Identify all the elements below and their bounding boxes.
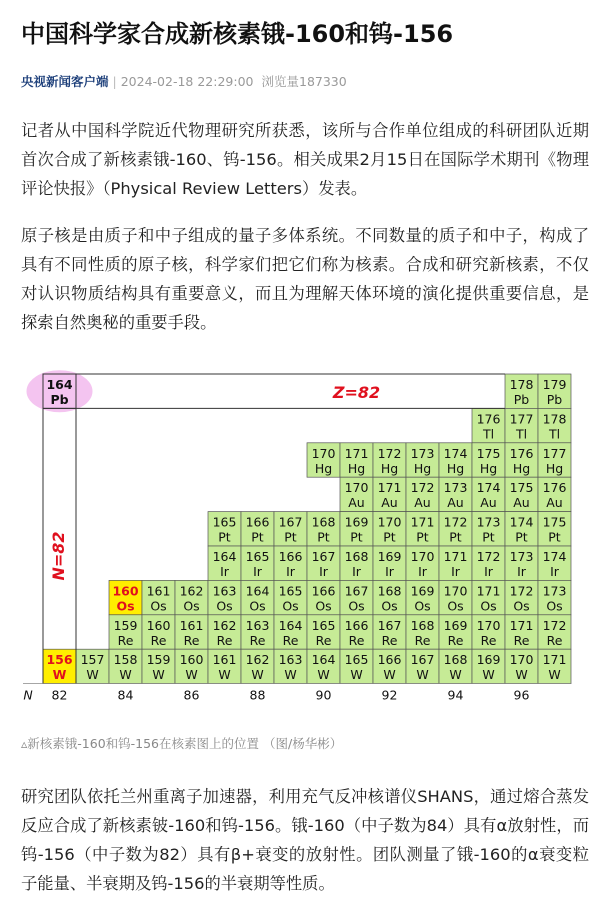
x-tick-label: 84 xyxy=(117,687,134,703)
nuclide-symbol-label: Os xyxy=(414,598,431,614)
nuclide-symbol-label: Re xyxy=(282,632,299,648)
nuclide-symbol-label: Os xyxy=(480,598,497,614)
nuclide-mass-label: 168 xyxy=(344,549,369,564)
nuclide-mass-label: 168 xyxy=(443,652,468,668)
nuclide-mass-label: 167 xyxy=(278,514,303,530)
nuclide-mass-label: 172 xyxy=(377,445,402,461)
nuclide-mass-label: 168 xyxy=(311,514,336,530)
nuclide-symbol-label: Hg xyxy=(545,460,564,476)
nuclide-mass-label: 161 xyxy=(212,652,237,668)
nuclide-symbol-label: Au xyxy=(513,495,530,511)
nuclide-mass-label: 171 xyxy=(542,652,567,668)
nuclide-mass-label: 161 xyxy=(146,583,171,599)
nuclide-symbol-label: Au xyxy=(414,495,431,511)
nuclide-symbol-label: Hg xyxy=(446,460,465,476)
nuclide-symbol-label: Au xyxy=(480,495,497,511)
nuclide-symbol-label: Pt xyxy=(350,529,363,545)
nuclide-symbol-label: Re xyxy=(249,632,266,648)
paragraph-2: 原子核是由质子和中子组成的量子多体系统。不同数量的质子和中子，构成了具有不同性质的原子核，科学家们把它们称为核素。合成和研究新核素，不仅对认识物质结构具有重要意义，而且为理解天体环境的演化提供重要信息，是探索自然奥秘的重要手段。 xyxy=(21,226,589,332)
nuclide-mass-label: 165 xyxy=(245,549,270,564)
nuclide-mass-label: 172 xyxy=(542,617,567,633)
nuclide-mass-label: 166 xyxy=(278,549,303,564)
article-title: 中国科学家合成新核素锇-160和钨-156 xyxy=(21,20,454,48)
nuclide-symbol-label: Ir xyxy=(220,564,229,579)
nuclide-mass-label: 164 xyxy=(311,652,336,668)
x-tick-label: 92 xyxy=(381,687,398,703)
nuclide-symbol-label: Os xyxy=(150,598,167,614)
nuclide-mass-label: 173 xyxy=(410,445,435,461)
nuclide-mass-label: 167 xyxy=(377,617,402,633)
nuclide-mass-label: 157 xyxy=(80,652,105,668)
nuclide-mass-label: 171 xyxy=(476,583,501,599)
nuclide-symbol-label: W xyxy=(548,667,561,683)
nuclide-mass-label: 169 xyxy=(410,583,435,599)
corner-symbol-label: Pb xyxy=(50,392,69,407)
nuclide-mass-label: 170 xyxy=(443,583,468,599)
nuclide-symbol-label: W xyxy=(152,667,165,683)
nuclide-symbol-label: Re xyxy=(546,632,563,648)
nuclide-mass-label: 174 xyxy=(476,480,501,496)
nuclide-mass-label: 178 xyxy=(542,411,567,427)
nuclide-mass-label: 167 xyxy=(344,583,369,599)
nuclide-symbol-label: Ir xyxy=(517,564,526,579)
nuclide-mass-label: 162 xyxy=(245,652,270,668)
nuclide-symbol-label: Re xyxy=(414,632,431,648)
nuclide-symbol-label: Os xyxy=(381,598,398,614)
nuclide-symbol-label: Ir xyxy=(352,564,361,579)
nuclide-symbol-label: Re xyxy=(381,632,398,648)
nuclide-symbol-label: Re xyxy=(117,632,134,648)
nuclide-symbol-label: Pt xyxy=(548,529,561,545)
nuclide-mass-label: 178 xyxy=(509,377,534,392)
nuclide-mass-label: 165 xyxy=(278,583,303,599)
nuclide-symbol-label: Re xyxy=(315,632,332,648)
nuclide-mass-label: 173 xyxy=(476,514,501,530)
nuclide-symbol-label: Pt xyxy=(449,529,462,545)
nuclide-symbol-label: Ir xyxy=(385,564,394,579)
nuclide-symbol-label: Hg xyxy=(347,460,366,476)
nuclide-mass-label: 176 xyxy=(476,411,501,427)
nuclide-mass-label: 165 xyxy=(311,617,336,633)
nuclide-mass-label: 160 xyxy=(112,583,139,599)
nuclide-mass-label: 176 xyxy=(509,445,534,461)
nuclide-mass-label: 158 xyxy=(113,652,138,668)
nuclide-mass-label: 171 xyxy=(377,480,402,496)
nuclide-chart-figure xyxy=(21,369,588,719)
nuclide-symbol-label: W xyxy=(218,667,231,683)
nuclide-mass-label: 174 xyxy=(542,549,567,564)
nuclide-symbol-label: Pt xyxy=(416,529,429,545)
x-tick-label: 94 xyxy=(447,687,464,703)
figure-caption: ▵新核素锇-160和钨-156在核素图上的位置 （图/杨华彬） xyxy=(21,736,343,751)
nuclide-mass-label: 175 xyxy=(509,480,534,496)
nuclide-mass-label: 170 xyxy=(377,514,402,530)
x-tick-label: 90 xyxy=(315,687,332,703)
nuclide-mass-label: 159 xyxy=(146,652,171,668)
n82-label: N=82 xyxy=(49,531,68,581)
nuclide-symbol-label: Hg xyxy=(479,460,498,476)
nuclide-mass-label: 168 xyxy=(410,617,435,633)
nuclide-mass-label: 169 xyxy=(377,549,402,564)
nuclide-symbol-label: Re xyxy=(183,632,200,648)
nuclide-mass-label: 167 xyxy=(410,652,435,668)
nuclide-mass-label: 173 xyxy=(542,583,567,599)
nuclide-mass-label: 175 xyxy=(476,445,501,461)
paragraph-3: 研究团队依托兰州重离子加速器，利用充气反冲核谱仪SHANS，通过熔合蒸发反应合成了新核素铍-160和钨-156。锇-160（中子数为84）具有α放射性，而钨-156（中子数为82）具有β+衰变的放射性。团队测量了锇-160的α衰变粒子能量、半衰期及钨-156的半衰期等性质。 xyxy=(21,787,589,893)
nuclide-mass-label: 170 xyxy=(509,652,534,668)
nuclide-symbol-label: Tl xyxy=(482,426,495,442)
nuclide-symbol-label: W xyxy=(317,667,330,683)
nuclide-symbol-label: Ir xyxy=(550,564,559,579)
nuclide-mass-label: 171 xyxy=(443,549,468,564)
nuclide-mass-label: 166 xyxy=(311,583,336,599)
nuclide-symbol-label: Hg xyxy=(314,460,333,476)
nuclide-symbol-label: Re xyxy=(150,632,167,648)
nuclide-symbol-label: Pb xyxy=(546,392,563,407)
nuclide-symbol-label: Tl xyxy=(515,426,528,442)
nuclide-mass-label: 170 xyxy=(410,549,435,564)
nuclide-mass-label: 171 xyxy=(410,514,435,530)
x-tick-label: 86 xyxy=(183,687,200,703)
nuclide-mass-label: 169 xyxy=(344,514,369,530)
nuclide-symbol-label: Pt xyxy=(482,529,495,545)
nuclide-mass-label: 174 xyxy=(509,514,534,530)
nuclide-mass-label: 176 xyxy=(542,480,567,496)
nuclide-symbol-label: Re xyxy=(447,632,464,648)
nuclide-symbol-label: Ir xyxy=(253,564,262,579)
nuclide-mass-label: 160 xyxy=(146,617,171,633)
nuclide-mass-label: 160 xyxy=(179,652,204,668)
nuclide-symbol-label: W xyxy=(185,667,198,683)
nuclide-symbol-label: W xyxy=(416,667,429,683)
nuclide-symbol-label: Ir xyxy=(451,564,460,579)
nuclide-mass-label: 170 xyxy=(311,445,336,461)
corner-mass-label: 164 xyxy=(46,377,73,392)
nuclide-mass-label: 179 xyxy=(542,377,567,392)
nuclide-symbol-label: Tl xyxy=(548,426,561,442)
nuclide-mass-label: 167 xyxy=(311,549,336,564)
nuclide-mass-label: 168 xyxy=(377,583,402,599)
nuclide-mass-label: 163 xyxy=(212,583,237,599)
nuclide-mass-label: 164 xyxy=(212,549,237,564)
nuclide-symbol-label: Ir xyxy=(418,564,427,579)
nuclide-mass-label: 173 xyxy=(509,549,534,564)
nuclide-symbol-label: Os xyxy=(315,598,332,614)
nuclide-chart xyxy=(21,369,588,719)
nuclide-symbol-label: Os xyxy=(447,598,464,614)
nuclide-symbol-label: W xyxy=(482,667,495,683)
nuclide-mass-label: 166 xyxy=(377,652,402,668)
nuclide-mass-label: 172 xyxy=(509,583,534,599)
nuclide-mass-label: 169 xyxy=(476,652,501,668)
nuclide-mass-label: 175 xyxy=(542,514,567,530)
nuclide-symbol-label: Ir xyxy=(484,564,493,579)
nuclide-symbol-label: Pt xyxy=(218,529,231,545)
nuclide-mass-label: 166 xyxy=(245,514,270,530)
nuclide-symbol-label: Pb xyxy=(513,392,530,407)
nuclide-mass-label: 174 xyxy=(443,445,468,461)
nuclide-mass-label: 165 xyxy=(212,514,237,530)
nuclide-mass-label: 177 xyxy=(509,411,534,427)
meta-separator: | xyxy=(112,74,117,89)
nuclide-symbol-label: Os xyxy=(348,598,365,614)
nuclide-symbol-label: Os xyxy=(183,598,200,614)
nuclide-symbol-label: Hg xyxy=(413,460,432,476)
paragraph-1: 记者从中国科学院近代物理研究所获悉，该所与合作单位组成的科研团队近期首次合成了新核素锇-160、钨-156。相关成果2月15日在国际学术期刊《物理评论快报》（Physical Review Letters）发表。 xyxy=(21,121,589,198)
nuclide-symbol-label: W xyxy=(515,667,528,683)
nuclide-symbol-label: W xyxy=(251,667,264,683)
nuclide-mass-label: 161 xyxy=(179,617,204,633)
view-count: 浏览量187330 xyxy=(261,74,347,89)
nuclide-symbol-label: Au xyxy=(381,495,398,511)
nuclide-symbol-label: Os xyxy=(216,598,233,614)
x-tick-label: 96 xyxy=(513,687,530,703)
nuclide-symbol-label: Ir xyxy=(286,564,295,579)
source-link[interactable]: 央视新闻客户端 xyxy=(21,74,109,89)
nuclide-symbol-label: W xyxy=(119,667,132,683)
nuclide-mass-label: 170 xyxy=(476,617,501,633)
nuclide-symbol-label: Pt xyxy=(515,529,528,545)
nuclide-symbol-label: Os xyxy=(513,598,530,614)
publish-date: 2024-02-18 22:29:00 xyxy=(120,74,254,89)
nuclide-symbol-label: Os xyxy=(546,598,563,614)
nuclide-mass-label: 159 xyxy=(113,617,138,633)
x-tick-label: 82 xyxy=(51,687,68,703)
x-axis-label: N xyxy=(23,687,33,703)
nuclide-symbol-label: Re xyxy=(348,632,365,648)
nuclide-mass-label: 162 xyxy=(179,583,204,599)
article-meta xyxy=(21,72,347,90)
nuclide-symbol-label: Pt xyxy=(284,529,297,545)
nuclide-symbol-label: W xyxy=(350,667,363,683)
nuclide-mass-label: 172 xyxy=(410,480,435,496)
nuclide-mass-label: 165 xyxy=(344,652,369,668)
nuclide-symbol-label: Os xyxy=(282,598,299,614)
nuclide-symbol-label: Pt xyxy=(317,529,330,545)
nuclide-mass-label: 177 xyxy=(542,445,567,461)
nuclide-mass-label: 172 xyxy=(443,514,468,530)
nuclide-mass-label: 171 xyxy=(344,445,369,461)
nuclide-mass-label: 162 xyxy=(212,617,237,633)
nuclide-symbol-label: Re xyxy=(513,632,530,648)
nuclide-symbol-label: Au xyxy=(447,495,464,511)
nuclide-symbol-label: W xyxy=(383,667,396,683)
nuclide-mass-label: 164 xyxy=(278,617,303,633)
nuclide-mass-label: 156 xyxy=(46,652,73,668)
nuclide-mass-label: 163 xyxy=(245,617,270,633)
nuclide-symbol-label: Hg xyxy=(380,460,399,476)
nuclide-symbol-label: Au xyxy=(546,495,563,511)
nuclide-symbol-label: Pt xyxy=(383,529,396,545)
nuclide-symbol-label: Au xyxy=(348,495,365,511)
nuclide-symbol-label: W xyxy=(86,667,99,683)
nuclide-mass-label: 166 xyxy=(344,617,369,633)
nuclide-symbol-label: Os xyxy=(249,598,266,614)
nuclide-symbol-label: W xyxy=(52,667,67,683)
nuclide-symbol-label: Pt xyxy=(251,529,264,545)
nuclide-mass-label: 173 xyxy=(443,480,468,496)
nuclide-mass-label: 169 xyxy=(443,617,468,633)
nuclide-symbol-label: Ir xyxy=(319,564,328,579)
nuclide-mass-label: 163 xyxy=(278,652,303,668)
nuclide-symbol-label: Os xyxy=(116,598,135,614)
nuclide-symbol-label: Hg xyxy=(512,460,531,476)
nuclide-mass-label: 172 xyxy=(476,549,501,564)
nuclide-symbol-label: W xyxy=(284,667,297,683)
nuclide-symbol-label: Re xyxy=(216,632,233,648)
nuclide-symbol-label: Re xyxy=(480,632,497,648)
nuclide-mass-label: 170 xyxy=(344,480,369,496)
x-tick-label: 88 xyxy=(249,687,266,703)
nuclide-mass-label: 164 xyxy=(245,583,270,599)
z82-label: Z=82 xyxy=(332,383,381,402)
nuclide-mass-label: 171 xyxy=(509,617,534,633)
nuclide-symbol-label: W xyxy=(449,667,462,683)
